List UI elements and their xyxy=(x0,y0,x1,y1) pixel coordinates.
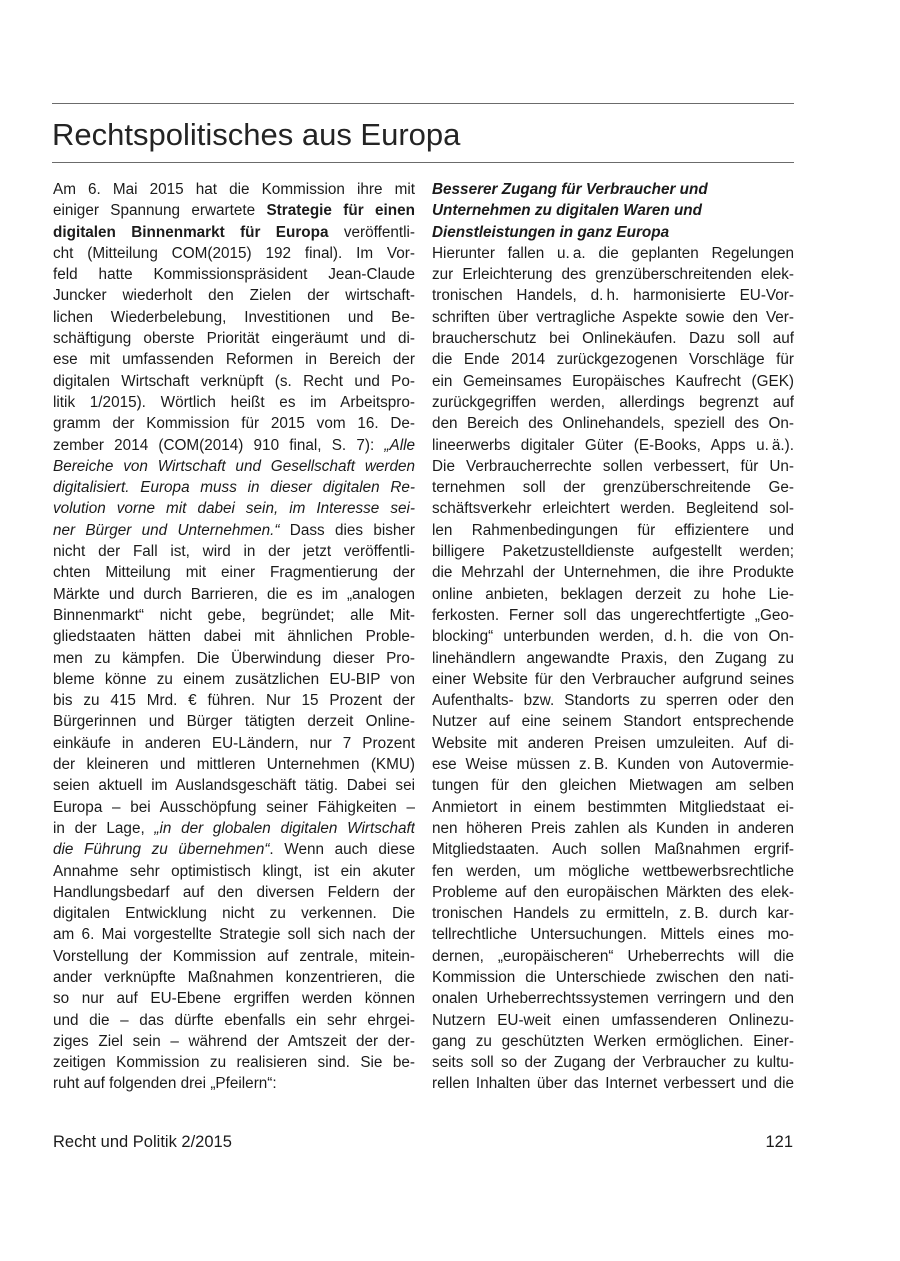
italic-quote-text: Bereiche von Wirtschaft und Gesellschaft werden xyxy=(53,457,415,475)
text-line xyxy=(53,477,415,498)
text-line xyxy=(432,626,794,647)
text-line xyxy=(53,264,415,285)
text-line xyxy=(432,520,794,541)
text-line xyxy=(53,861,415,882)
body-text: Handlungsbedarf auf den diversen Feldern der xyxy=(53,883,415,901)
body-text: Nutzer auf eine seinem Standort entsprechende xyxy=(432,713,794,731)
text-line xyxy=(53,307,415,328)
section-heading xyxy=(432,179,794,243)
body-text: men zu kämpfen. Die Überwindung dieser Pro- xyxy=(53,649,415,667)
text-line xyxy=(53,222,415,243)
text-line xyxy=(53,392,415,413)
text-line xyxy=(432,861,794,882)
body-text: cht (Mitteilung COM(2015) 192 final). Im Vor- xyxy=(53,244,415,262)
text-line xyxy=(432,797,794,818)
body-text: zember 2014 (COM(2014) 910 final, S. 7): xyxy=(53,436,385,454)
body-text: ese mit umfassenden Reformen in Bereich der xyxy=(53,351,415,369)
body-text: Website mit anderen Preisen umzuleiten. Auf di- xyxy=(432,734,794,752)
body-text: fen werden, um mögliche wettbewerbsrechtliche xyxy=(432,862,794,880)
body-text: ein Gemeinsames Europäisches Kaufrecht (GEK) xyxy=(432,372,794,390)
text-line xyxy=(53,1031,415,1052)
text-line xyxy=(53,541,415,562)
text-line xyxy=(432,1052,794,1073)
body-text: litik 1/2015). Wörtlich heißt es im Arbeitspro- xyxy=(53,393,415,411)
body-text: billigere Paketzustelldienste aufgestellt werden; xyxy=(432,543,794,561)
body-text: einkäufe in anderen EU-Ländern, nur 7 Prozent xyxy=(53,734,415,752)
body-text: ruht auf folgenden drei „Pfeilern“: xyxy=(53,1075,277,1093)
body-text: Bürgerinnen und Bürger tätigten derzeit Online- xyxy=(53,713,415,731)
text-line xyxy=(53,1052,415,1073)
text-line xyxy=(53,967,415,988)
body-text: tungen für den gleichen Mietwagen am selben xyxy=(432,777,794,795)
body-text: gramm der Kommission für 2015 vom 16. De- xyxy=(53,415,415,433)
body-text: einer Website für den Verbraucher aufgrund seines xyxy=(432,670,794,688)
body-text: feld hatte Kommissionspräsident Jean-Claude xyxy=(53,266,415,284)
text-line xyxy=(432,903,794,924)
body-text: tronischen Handels, d. h. harmonisierte EU-Vor- xyxy=(432,287,794,305)
text-line xyxy=(432,605,794,626)
text-line xyxy=(432,839,794,860)
text-line xyxy=(53,882,415,903)
section-heading-line: Dienstleistungen in ganz Europa xyxy=(432,223,670,241)
text-line xyxy=(53,626,415,647)
text-line xyxy=(432,498,794,519)
text-line xyxy=(53,839,415,860)
body-text: gliedstaaten hätten dabei mit ähnlichen Proble- xyxy=(53,628,415,646)
body-text: Binnenmarkt“ nicht gebe, begründet; alle Mit- xyxy=(53,606,415,624)
body-text: zurückgegriffen werden, allerdings begrenzt auf xyxy=(432,393,794,411)
italic-quote-text: „Alle xyxy=(384,436,415,454)
text-line xyxy=(432,1073,794,1094)
text-line xyxy=(53,648,415,669)
body-text: die Ende 2014 zurückgezogenen Vorschläge für xyxy=(432,351,794,369)
body-text: Vorstellung der Kommission auf zentrale, mitein- xyxy=(53,947,415,965)
text-line xyxy=(432,456,794,477)
body-text: einiger Spannung erwartete xyxy=(53,202,267,220)
body-text: schriften über vertragliche Aspekte sowie den Ver- xyxy=(432,308,794,326)
body-text: bis zu 415 Mrd. € führen. Nur 15 Prozent der xyxy=(53,692,415,710)
body-text: nicht der Fall ist, wird in der jetzt veröffentli- xyxy=(53,543,415,561)
italic-quote-text: die Führung zu übernehmen“ xyxy=(53,841,270,859)
text-line xyxy=(432,349,794,370)
body-text: ander verknüpfte Maßnahmen konzentrieren, die xyxy=(53,968,415,986)
right-text-column xyxy=(432,179,794,1095)
text-line xyxy=(432,243,794,264)
left-text-column xyxy=(53,179,415,1095)
text-line xyxy=(432,882,794,903)
body-text: gang zu geschützten Werken ermöglichen. Einer- xyxy=(432,1032,794,1050)
body-text: zeitigen Kommission zu realisieren sind. Sie be- xyxy=(53,1054,415,1072)
text-line xyxy=(53,818,415,839)
body-text: digitalen Wirtschaft verknüpft (s. Recht und Po- xyxy=(53,372,415,390)
body-text: Anmietort in einem bestimmten Mitgliedstaat ei- xyxy=(432,798,794,816)
text-line xyxy=(432,328,794,349)
text-line xyxy=(53,562,415,583)
italic-quote-text: „in der globalen digitalen Wirtschaft xyxy=(154,819,415,837)
page-title: Rechtspolitisches aus Europa xyxy=(52,117,461,152)
text-line xyxy=(53,988,415,1009)
text-line xyxy=(53,349,415,370)
body-text: braucherschutz bei Onlinekäufen. Dazu soll auf xyxy=(432,330,794,348)
text-line xyxy=(432,435,794,456)
text-line xyxy=(432,711,794,732)
bold-text: digitalen Binnenmarkt für Europa xyxy=(53,223,329,241)
body-text: zur Erleichterung des grenzüberschreitenden elek- xyxy=(432,266,794,284)
text-line xyxy=(53,797,415,818)
text-line xyxy=(53,1010,415,1031)
text-line xyxy=(53,498,415,519)
text-line xyxy=(432,648,794,669)
body-text: nen höheren Preis zahlen als Kunden in anderen xyxy=(432,819,794,837)
body-text: . Wenn auch diese xyxy=(269,841,415,859)
header-bottom-rule xyxy=(52,162,794,163)
section-heading-line: Unternehmen zu digitalen Waren und xyxy=(432,202,702,220)
body-text: Juncker wiederholt den Zielen der wirtschaft- xyxy=(53,287,415,305)
body-text: der kleineren und mittleren Unternehmen (KMU) xyxy=(53,756,415,774)
footer-journal-title: Recht und Politik 2/2015 xyxy=(53,1133,232,1151)
text-line xyxy=(432,413,794,434)
text-line xyxy=(53,243,415,264)
text-line xyxy=(53,605,415,626)
italic-quote-text: ner Bürger und Unternehmen.“ xyxy=(53,521,280,539)
body-text: blocking“ unterbunden werden, d. h. die von On- xyxy=(432,628,794,646)
text-line xyxy=(53,946,415,967)
text-line xyxy=(53,711,415,732)
body-text: linehändlern angewandte Praxis, den Zugang zu xyxy=(432,649,794,667)
text-line xyxy=(53,435,415,456)
text-line xyxy=(53,371,415,392)
header-top-rule xyxy=(52,103,794,104)
body-text: Probleme auf den europäischen Märkten des elek- xyxy=(432,883,794,901)
text-line xyxy=(53,690,415,711)
body-text: ternehmen soll der grenzüberschreitende Ge- xyxy=(432,479,794,497)
right-column-body xyxy=(432,243,794,1095)
text-line xyxy=(432,669,794,690)
text-line xyxy=(432,818,794,839)
text-line xyxy=(432,754,794,775)
body-text: seits soll so der Zugang der Verbraucher zu kultu- xyxy=(432,1054,794,1072)
text-line xyxy=(53,775,415,796)
body-text: Kommission die Unterschiede zwischen den nati- xyxy=(432,968,794,986)
body-text: Annahme sehr optimistisch klingt, ist ein akuter xyxy=(53,862,415,880)
body-text: chten Mitteilung mit einer Fragmentierung der xyxy=(53,564,415,582)
italic-quote-text: volution vorne mit dabei sein, im Interesse sei- xyxy=(53,500,415,518)
page-number: 121 xyxy=(765,1133,793,1151)
body-text: dernen, „europäischeren“ Urheberrechts will die xyxy=(432,947,794,965)
body-text: ferkosten. Ferner soll das ungerechtfertigte „Geo- xyxy=(432,606,794,624)
text-line xyxy=(432,988,794,1009)
text-line xyxy=(53,669,415,690)
body-text: am 6. Mai vorgestellte Strategie soll sich nach der xyxy=(53,926,415,944)
body-text: len Rahmenbedingungen für effizientere und xyxy=(432,521,794,539)
text-line xyxy=(432,307,794,328)
body-text: Die Verbraucherrechte sollen verbessert, für Un- xyxy=(432,457,794,475)
body-text: Europa – bei Ausschöpfung seiner Fähigkeiten – xyxy=(53,798,415,816)
body-text: digitalen Entwicklung nicht zu verkennen. Die xyxy=(53,905,415,923)
body-text: onalen Urheberrechtssystemen verringern und den xyxy=(432,990,794,1008)
body-text: Am 6. Mai 2015 hat die Kommission ihre mit xyxy=(53,181,415,198)
text-line xyxy=(432,584,794,605)
text-line xyxy=(432,946,794,967)
text-line xyxy=(53,413,415,434)
text-line xyxy=(432,541,794,562)
body-text: den Bereich des Onlinehandels, speziell des On- xyxy=(432,415,794,433)
body-text: ziges Ziel sein – während der Amtszeit der der- xyxy=(53,1032,415,1050)
body-text: Nutzern EU-weit einen umfassenderen Onlinezu- xyxy=(432,1011,794,1029)
bold-text: Strategie für einen xyxy=(266,202,415,220)
body-text: lineerwerbs digitaler Güter (E-Books, Apps u. ä.). xyxy=(432,436,794,454)
text-line xyxy=(53,328,415,349)
text-line xyxy=(432,562,794,583)
text-line xyxy=(53,733,415,754)
text-line xyxy=(53,520,415,541)
body-text: Dass dies bisher xyxy=(279,521,415,539)
body-text: schäftigung oberste Priorität eingeräumt und di- xyxy=(53,330,415,348)
text-line xyxy=(432,477,794,498)
body-text: Mitgliedstaaten. Auch sollen Maßnahmen ergrif- xyxy=(432,841,794,859)
text-line xyxy=(432,733,794,754)
body-text: tellrechtliche Untersuchungen. Mittels eines mo- xyxy=(432,926,794,944)
text-line xyxy=(53,1073,415,1094)
body-text: tronischen Handels zu ermitteln, z. B. durch kar- xyxy=(432,905,794,923)
text-line xyxy=(53,200,415,221)
text-line xyxy=(432,1010,794,1031)
body-text: schäftsverkehr erleichtert werden. Begleitend sol- xyxy=(432,500,794,518)
text-line xyxy=(432,285,794,306)
body-text: die Mehrzahl der Unternehmen, die ihre Produkte xyxy=(432,564,794,582)
text-line xyxy=(432,775,794,796)
text-line xyxy=(53,754,415,775)
body-text: ese Weise müssen z. B. Kunden von Autovermie- xyxy=(432,756,794,774)
text-line xyxy=(53,903,415,924)
body-text: und die – das dürfte ebenfalls ein sehr ehrgei- xyxy=(53,1011,415,1029)
text-line xyxy=(432,924,794,945)
text-line xyxy=(432,371,794,392)
body-text: online anbieten, beklagen derzeit zu hohe Lie- xyxy=(432,585,794,603)
italic-quote-text: digitalisiert. Europa muss in dieser digitalen Re- xyxy=(53,479,415,497)
text-line xyxy=(432,392,794,413)
body-text: lichen Wiederbelebung, Investitionen und Be- xyxy=(53,308,415,326)
body-text: Aufenthalts- bzw. Standorts zu sperren oder den xyxy=(432,692,794,710)
text-line xyxy=(53,456,415,477)
body-text: so nur auf EU-Ebene ergriffen werden können xyxy=(53,990,415,1008)
body-text: seien aktuell im Auslandsgeschäft tätig. Dabei sei xyxy=(53,777,415,795)
body-text: in der Lage, xyxy=(53,819,155,837)
body-text: veröffentli- xyxy=(328,223,415,241)
text-line xyxy=(53,924,415,945)
body-text: Hierunter fallen u. a. die geplanten Regelungen xyxy=(432,244,794,262)
body-text: rellen Inhalten über das Internet verbessert und die xyxy=(432,1075,794,1093)
text-line xyxy=(432,1031,794,1052)
text-line xyxy=(53,285,415,306)
body-text: bleme könne zu einem zusätzlichen EU-BIP von xyxy=(53,670,415,688)
text-line xyxy=(53,584,415,605)
text-line xyxy=(432,264,794,285)
text-line xyxy=(432,690,794,711)
section-heading-line: Besserer Zugang für Verbraucher und xyxy=(432,181,708,198)
text-line xyxy=(53,179,415,200)
body-text: Märkte und durch Barrieren, die es im „analogen xyxy=(53,585,415,603)
text-line xyxy=(432,967,794,988)
